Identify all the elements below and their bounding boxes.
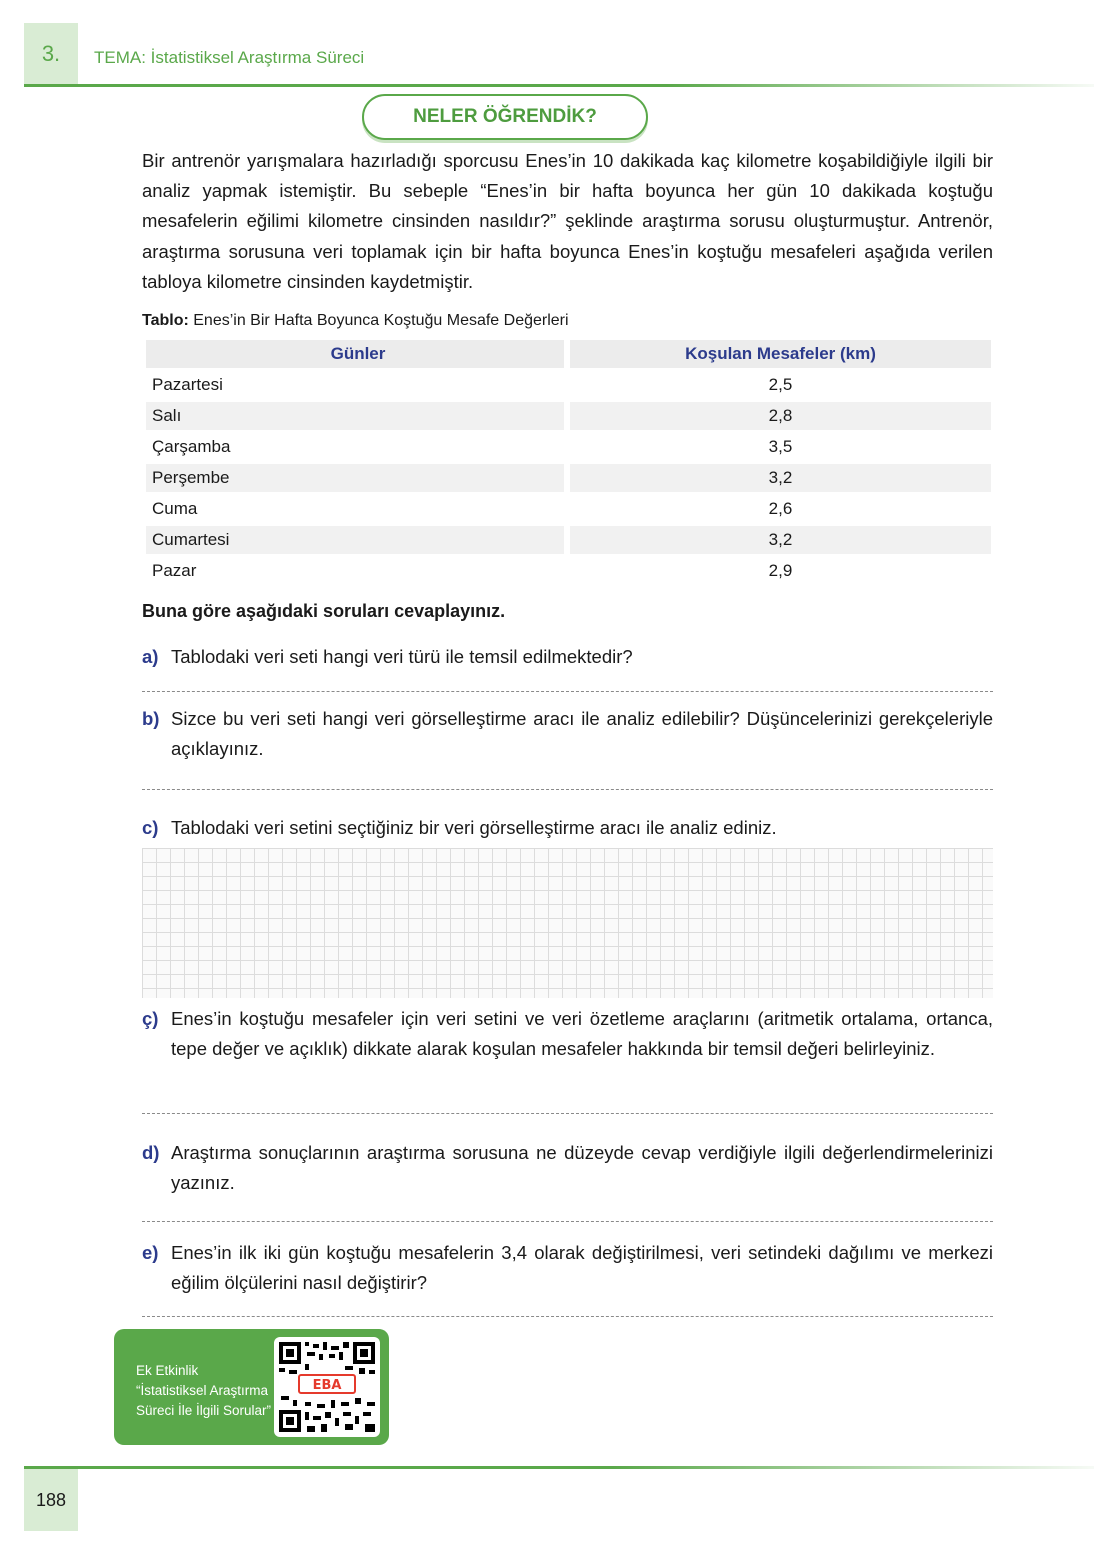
table-row xyxy=(146,526,991,557)
page-number: 188 xyxy=(24,1469,78,1531)
question-label: c) xyxy=(142,817,159,838)
table-cell-day: Salı xyxy=(146,402,564,430)
table-cell-distance: 3,2 xyxy=(570,526,991,554)
table-row xyxy=(146,371,991,402)
table-cell-distance: 3,2 xyxy=(570,464,991,492)
chapter-number: 3. xyxy=(24,23,78,85)
question-label: e) xyxy=(142,1242,159,1263)
answer-line-a[interactable] xyxy=(142,691,993,692)
table-header-distances: Koşulan Mesafeler (km) xyxy=(570,340,991,368)
header-divider xyxy=(24,84,1094,87)
questions-lead: Buna göre aşağıdaki soruları cevaplayınız. xyxy=(142,601,506,621)
table-header-days: Günler xyxy=(146,340,564,368)
answer-line-e[interactable] xyxy=(142,1316,993,1317)
theme-title: TEMA: İstatistiksel Araştırma Süreci xyxy=(94,48,365,67)
table-header-row xyxy=(146,340,991,371)
distance-table xyxy=(146,340,991,588)
question-label: d) xyxy=(142,1142,160,1163)
table-cell-day: Cuma xyxy=(152,499,198,518)
table-row xyxy=(146,464,991,495)
question-a xyxy=(142,642,993,672)
question-text: Araştırma sonuçlarının araştırma sorusuna ne düzeyde cevap verdiğiyle ilgili değerlendirmelerinizi yazınız. xyxy=(171,1142,993,1193)
question-e xyxy=(142,1238,993,1298)
question-b xyxy=(142,704,993,764)
question-c-cedilla xyxy=(142,1004,993,1064)
table-row xyxy=(146,557,991,588)
question-d xyxy=(142,1138,993,1198)
answer-line-b[interactable] xyxy=(142,789,993,790)
table-caption xyxy=(142,312,569,330)
table-caption-text: Enes’in Bir Hafta Boyunca Koştuğu Mesafe Değerleri xyxy=(188,312,569,329)
question-c xyxy=(142,813,993,843)
table-row xyxy=(146,495,991,526)
table-cell-distance: 2,6 xyxy=(768,499,793,518)
table-cell-distance: 2,8 xyxy=(570,402,991,430)
answer-line-d[interactable] xyxy=(142,1221,993,1222)
question-text: Tablodaki veri setini seçtiğiniz bir veri görselleştirme aracı ile analiz ediniz. xyxy=(171,817,777,838)
question-text: Enes’in koştuğu mesafeler için veri setini ve veri özetleme araçlarını (aritmetik ortalama, ortanca, tepe değer ve açıklık) dikkate alarak koşulan mesafeler hakkında bir temsil değeri belirleyiniz. xyxy=(171,1008,993,1059)
footer-divider xyxy=(24,1466,1094,1469)
extra-activity-line: Süreci İle İlgili Sorular” xyxy=(136,1403,272,1418)
table-cell-day: Pazartesi xyxy=(152,375,223,394)
table-cell-day: Perşembe xyxy=(146,464,564,492)
question-label: b) xyxy=(142,708,160,729)
graph-paper-answer-area[interactable] xyxy=(142,848,993,998)
table-cell-day: Cumartesi xyxy=(146,526,564,554)
question-label: a) xyxy=(142,646,159,667)
table-cell-distance: 2,9 xyxy=(768,561,793,580)
extra-activity-box xyxy=(114,1329,389,1445)
table-cell-day: Pazar xyxy=(152,561,197,580)
table-row xyxy=(146,402,991,433)
table-caption-label: Tablo: xyxy=(142,312,189,329)
extra-activity-line: Ek Etkinlik xyxy=(136,1363,199,1378)
table-row xyxy=(146,433,991,464)
question-text: Sizce bu veri seti hangi veri görselleştirme aracı ile analiz edilebilir? Düşüncelerinizi gerekçeleriyle açıklayınız. xyxy=(171,708,993,759)
extra-activity-line: “İstatistiksel Araştırma xyxy=(136,1383,269,1398)
table-cell-distance: 3,5 xyxy=(768,437,793,456)
intro-paragraph: Bir antrenör yarışmalara hazırladığı sporcusu Enes’in 10 dakikada kaç kilometre koşabildiğiyle ilgili bir analiz yapmak istemiştir. Bu sebeple “Enes’in bir hafta boyunca her gün 10 dakikada koştuğu mesafelerin eğilimi kilometre cinsinden nasıldır?” şeklinde araştırma sorusu oluşturmuştur. Antrenör, araştırma sorusuna veri toplamak için bir hafta boyunca Enes’in koştuğu mesafeleri aşağıda verilen tabloya kilometre cinsinden kaydetmiştir. xyxy=(142,150,993,292)
qr-logo-text: EBA xyxy=(312,1378,342,1393)
table-cell-distance: 2,5 xyxy=(768,375,793,394)
question-label: ç) xyxy=(142,1008,159,1029)
extra-activity-text xyxy=(136,1361,276,1421)
answer-line-c-cedilla[interactable] xyxy=(142,1113,993,1114)
section-title: NELER ÖĞRENDİK? xyxy=(362,94,648,140)
question-text: Enes’in ilk iki gün koştuğu mesafelerin 3,4 olarak değiştirilmesi, veri setindeki dağılımı ve merkezi eğilim ölçülerini nasıl değiştirir? xyxy=(171,1242,993,1293)
qr-code-icon[interactable] xyxy=(274,1337,380,1437)
table-cell-day: Çarşamba xyxy=(152,437,231,456)
question-text: Tablodaki veri seti hangi veri türü ile temsil edilmektedir? xyxy=(171,646,633,667)
